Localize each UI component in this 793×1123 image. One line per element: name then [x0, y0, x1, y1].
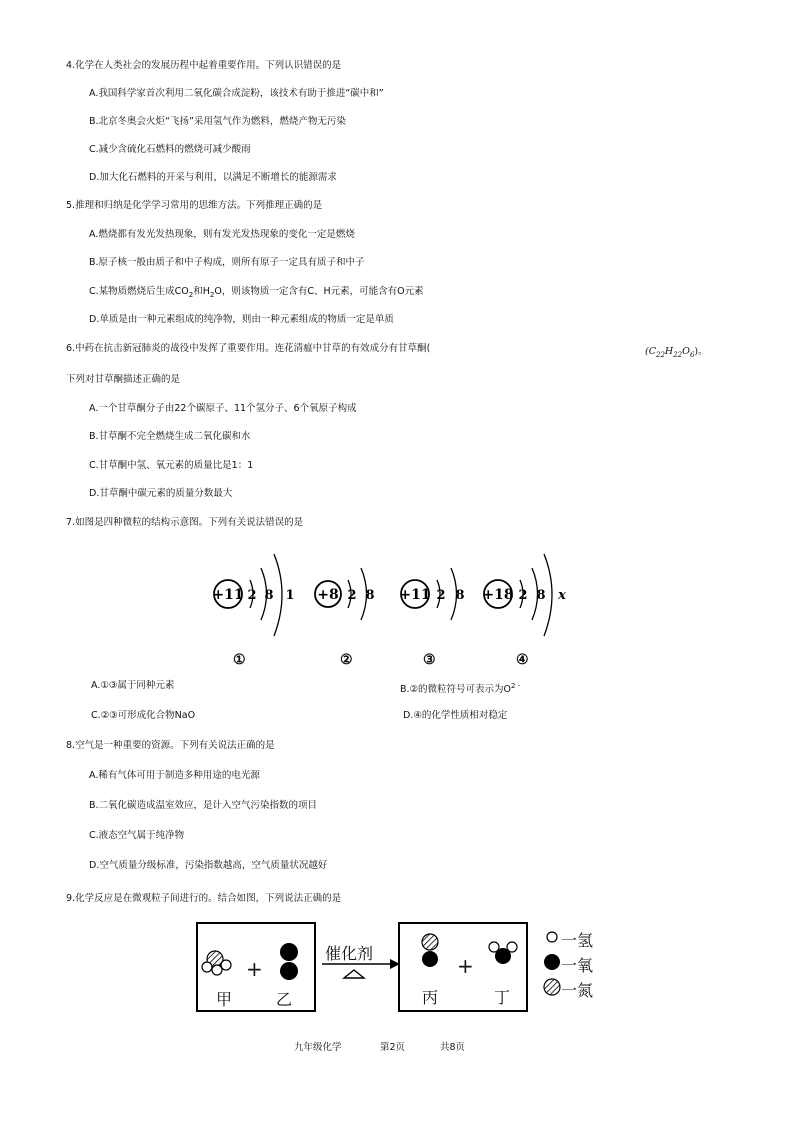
atom-diagram-1: [210, 546, 305, 646]
q6-option-c: C.甘草酮中氢、氧元素的质量比是1：1: [89, 460, 254, 471]
atom-4-shell-2: 8: [536, 588, 546, 603]
plus-sign-left: +: [246, 957, 263, 981]
molecule-jia: [198, 940, 248, 980]
q4-option-b: B.北京冬奥会火炬“飞扬”采用氢气作为燃料，燃烧产物无污染: [89, 116, 346, 127]
reaction-arrow: [320, 956, 400, 996]
atom-1-shell-2: 8: [264, 588, 274, 603]
atom-3-shell-2: 8: [455, 588, 465, 603]
q7-stem: 7.如图是四种微粒的结构示意图。下列有关说法错误的是: [66, 517, 304, 528]
atom-4-nucleus: +18: [482, 587, 514, 603]
q4-option-c: C.减少含硫化石燃料的燃烧可减少酸雨: [89, 144, 251, 155]
plus-sign-right: +: [457, 954, 474, 978]
atom-2-shell-2: 8: [365, 588, 375, 603]
footer-total: 共8页: [440, 1042, 466, 1053]
q4-option-d: D.加大化石燃料的开采与利用，以满足不断增长的能源需求: [89, 172, 337, 183]
q5-stem: 5.推理和归纳是化学学习常用的思维方法。下列推理正确的是: [66, 200, 323, 211]
q5-option-a: A.燃烧都有发光发热现象，则有发光发热现象的变化一定是燃烧: [89, 229, 355, 240]
q8-stem: 8.空气是一种重要的资源。下列有关说法正确的是: [66, 740, 275, 751]
q6-option-d: D.甘草酮中碳元素的质量分数最大: [89, 488, 233, 499]
label-jia: 甲: [216, 990, 233, 1009]
q8-option-a: A.稀有气体可用于制造多种用途的电光源: [89, 770, 260, 781]
molecule-bing: [416, 930, 446, 974]
atom-3-nucleus: +11: [399, 587, 431, 603]
q7-option-d: D.④的化学性质相对稳定: [403, 710, 508, 721]
molecule-yi: [276, 940, 302, 984]
q7-option-b: B.②的微粒符号可表示为$O^{2 -}$: [400, 682, 521, 696]
label-bing: 丙: [422, 988, 439, 1007]
atom-1-shell-1: 2: [247, 588, 257, 603]
q6-option-b: B.甘草酮不完全燃烧生成二氧化碳和水: [89, 431, 251, 442]
legend-nitrogen: 一氮: [561, 981, 594, 1000]
q8-option-b: B.二氧化碳造成温室效应，是计入空气污染指数的项目: [89, 800, 318, 811]
atom-4-shell-3: x: [558, 588, 566, 603]
atom-4-label: ④: [516, 652, 529, 668]
q6-formula: $(C_{22}H_{22}O_6)$。: [645, 346, 708, 359]
q6-stem: 6.中药在抗击新冠肺炎的战役中发挥了重要作用。连花清瘟中甘草的有效成分有甘草酮(: [66, 343, 431, 354]
label-yi: 乙: [276, 990, 293, 1009]
atom-2-nucleus: +8: [317, 587, 339, 603]
q7-option-a: A.①③属于同种元素: [91, 680, 175, 691]
atom-1-shell-3: 1: [285, 588, 295, 603]
q4-stem: 4.化学在人类社会的发展历程中起着重要作用。下列认识错误的是: [66, 60, 342, 71]
legend-oxygen: 一氧: [561, 956, 594, 975]
footer-page: 第2页: [380, 1042, 406, 1053]
q5-option-d: D.单质是由一种元素组成的纯净物，则由一种元素组成的物质一定是单质: [89, 314, 394, 325]
atom-diagram-4: [478, 546, 573, 646]
q4-option-a: A.我国科学家首次利用二氧化碳合成淀粉，该技术有助于推进“碳中和”: [89, 88, 384, 99]
legend-hydrogen: 一氢: [561, 931, 594, 950]
q6-stem-line2: 下列对甘草酮描述正确的是: [66, 374, 181, 385]
q7-option-c: C.②③可形成化合物NaO: [91, 710, 196, 721]
q6-option-a: A.一个甘草酮分子由22个碳原子、11个氢分子、6个氧原子构成: [89, 403, 357, 414]
atom-1-nucleus: +11: [212, 587, 244, 603]
atom-4-shell-1: 2: [518, 588, 528, 603]
atom-3-label: ③: [423, 652, 436, 668]
atom-1-label: ①: [233, 652, 246, 668]
atom-2-label: ②: [340, 652, 353, 668]
q9-stem: 9.化学反应是在微观粒子间进行的。结合如图，下列说法正确的是: [66, 893, 342, 904]
q5-option-b: B.原子核一般由质子和中子构成，则所有原子一定具有质子和中子: [89, 257, 365, 268]
catalyst-label: 催化剂: [325, 944, 374, 963]
molecule-ding: [485, 938, 521, 970]
atom-diagram-3: [395, 560, 475, 630]
q5-option-c: C.某物质燃烧后生成$CO_2$和$H_2O$，则该物质一定含有C、H元素，可能含有O元素: [89, 286, 424, 299]
q8-option-d: D.空气质量分级标准，污染指数越高，空气质量状况越好: [89, 860, 328, 871]
atom-3-shell-1: 2: [436, 588, 446, 603]
footer-subject: 九年级化学: [294, 1042, 342, 1053]
atom-diagram-2: [312, 560, 387, 630]
atom-2-shell-1: 2: [347, 588, 357, 603]
q8-option-c: C.液态空气属于纯净物: [89, 830, 185, 841]
label-ding: 丁: [494, 988, 511, 1007]
